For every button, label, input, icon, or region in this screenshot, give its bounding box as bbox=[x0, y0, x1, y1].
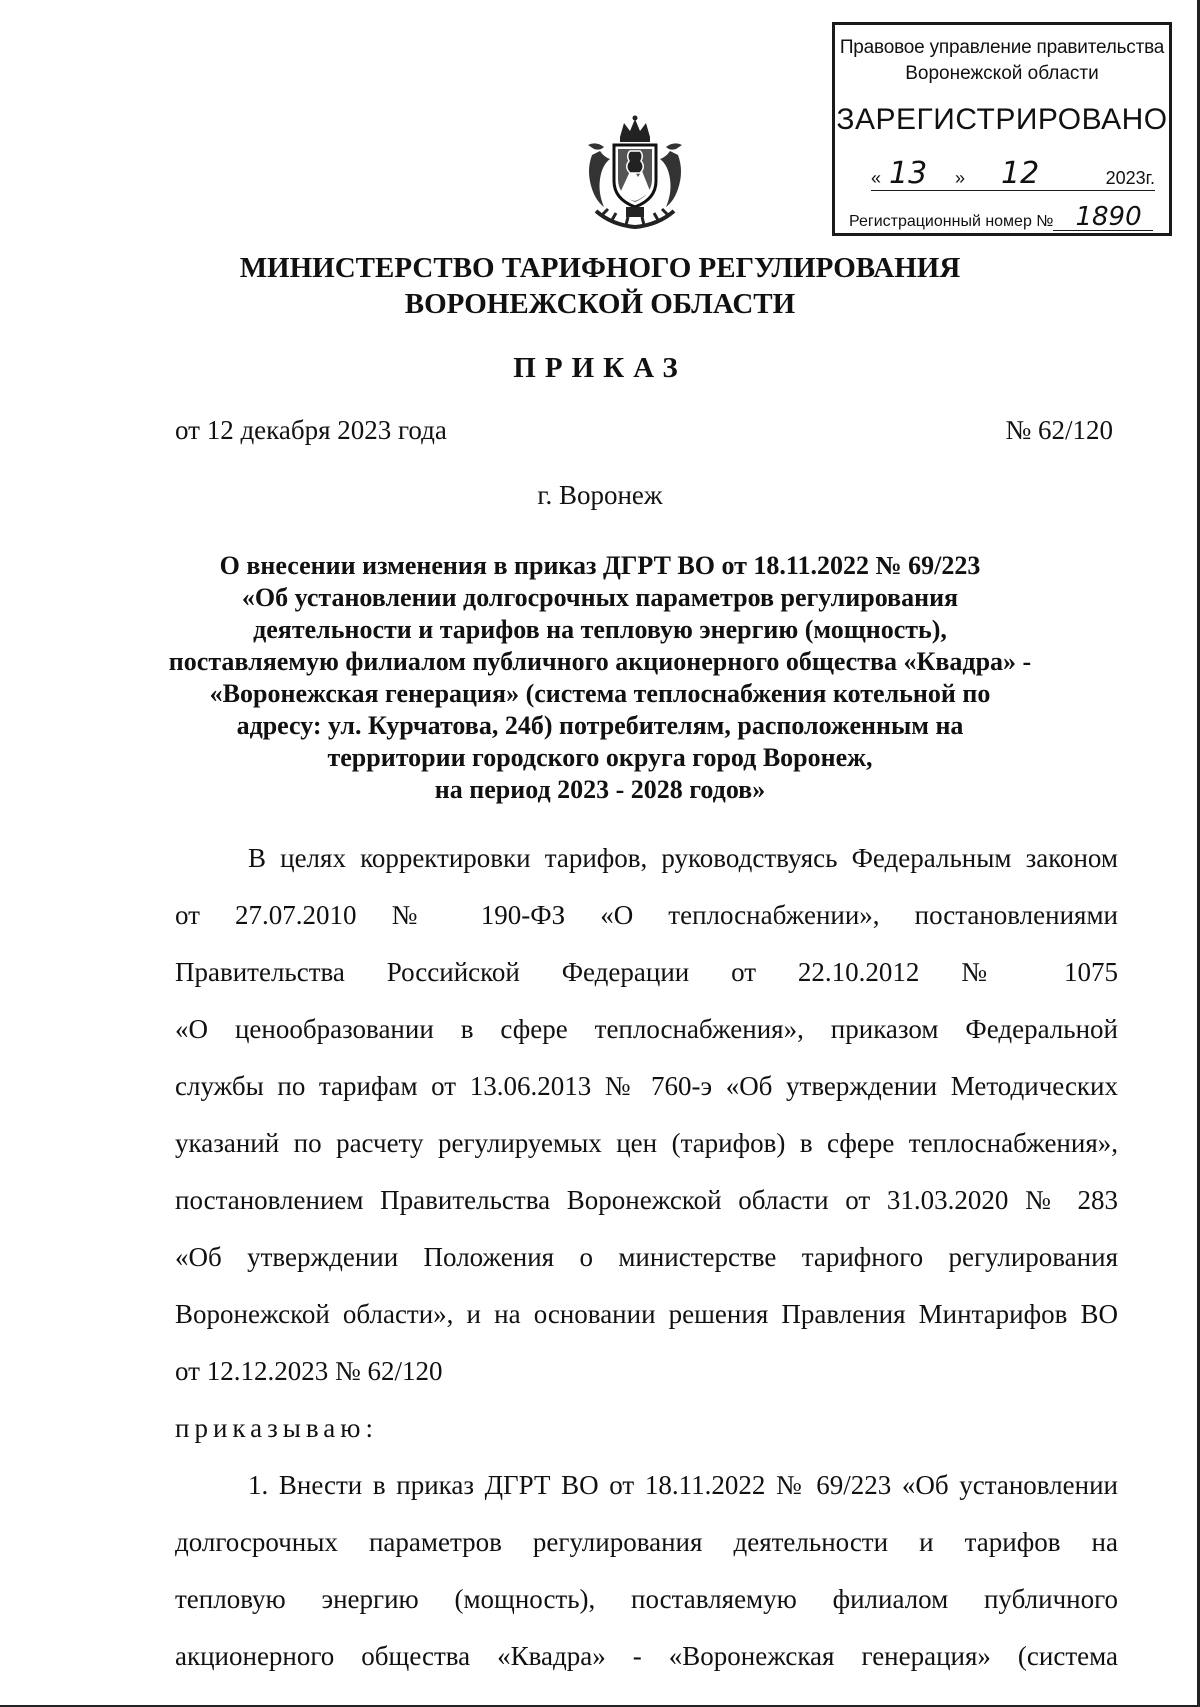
title-line: деятельности и тарифов на тепловую энергию (мощность), bbox=[253, 615, 947, 644]
stamp-reg-number: 1890 bbox=[1075, 202, 1142, 232]
stamp-authority-line1: Правовое управление правительства bbox=[839, 37, 1165, 58]
title-line: «Воронежская генерация» (система теплоснабжения котельной по bbox=[209, 679, 991, 708]
stamp-date bbox=[871, 156, 1155, 195]
document-type: ПРИКАЗ bbox=[513, 352, 687, 384]
preamble-line: В целях корректировки тарифов, руководствуясь Федеральным законом bbox=[248, 843, 1118, 873]
stamp-close-quote: » bbox=[955, 168, 966, 188]
item1-line: 1. Внести в приказ ДГРТ ВО от 18.11.2022 № 69/223 «Об установлении bbox=[248, 1470, 1118, 1500]
stamp-reg-label: Регистрационный номер № bbox=[849, 213, 1054, 230]
order-title bbox=[150, 550, 1050, 806]
registration-stamp bbox=[832, 22, 1172, 236]
preamble-line: указаний по расчету регулируемых цен (тарифов) в сфере теплоснабжения», bbox=[175, 1128, 1118, 1158]
ministry-name-line1: МИНИСТЕРСТВО ТАРИФНОГО РЕГУЛИРОВАНИЯ bbox=[239, 252, 961, 284]
preamble-line: «Об утверждении Положения о министерстве тарифного регулирования bbox=[175, 1242, 1118, 1272]
coat-of-arms-icon bbox=[582, 115, 688, 231]
order-verb: приказываю: bbox=[175, 1413, 378, 1443]
title-line: поставляемую филиалом публичного акционерного общества «Квадра» - bbox=[168, 647, 1032, 676]
preamble-line: Воронежской области», и на основании решения Правления Минтарифов ВО bbox=[175, 1299, 1118, 1329]
preamble-line: постановлением Правительства Воронежской области от 31.03.2020 № 283 bbox=[175, 1185, 1118, 1215]
preamble-line: службы по тарифам от 13.06.2013 № 760-э «Об утверждении Методических bbox=[175, 1071, 1118, 1101]
item1-line: тепловую энергию (мощность), поставляемую филиалом публичного bbox=[175, 1584, 1118, 1614]
ministry-name-line2: ВОРОНЕЖСКОЙ ОБЛАСТИ bbox=[404, 288, 796, 320]
stamp-registration bbox=[849, 202, 1157, 232]
stamp-day: 13 bbox=[889, 156, 928, 191]
stamp-year: 2023г. bbox=[1105, 168, 1155, 188]
preamble-line: от 12.12.2023 № 62/120 bbox=[175, 1356, 443, 1386]
stamp-status: ЗАРЕГИСТРИРОВАНО bbox=[836, 103, 1168, 136]
stamp-month: 12 bbox=[1001, 156, 1040, 191]
order-number: № 62/120 bbox=[1005, 415, 1113, 445]
title-line: адресу: ул. Курчатова, 24б) потребителям, расположенным на bbox=[236, 711, 964, 740]
order-date: от 12 декабря 2023 года bbox=[175, 415, 447, 445]
preamble-line: «О ценообразовании в сфере теплоснабжения», приказом Федеральной bbox=[175, 1014, 1118, 1044]
title-line: «Об установлении долгосрочных параметров регулирования bbox=[241, 583, 959, 612]
item1-line: акционерного общества «Квадра» - «Воронежская генерация» (система bbox=[175, 1641, 1118, 1671]
preamble-line: от 27.07.2010 № 190-ФЗ «О теплоснабжении», постановлениями bbox=[175, 900, 1118, 930]
order-city: г. Воронеж bbox=[537, 480, 663, 510]
stamp-open-quote: « bbox=[871, 168, 882, 188]
stamp-reg-line bbox=[1053, 202, 1153, 232]
title-line: на период 2023 - 2028 годов» bbox=[434, 775, 766, 804]
preamble-paragraph bbox=[175, 830, 1118, 1685]
preamble-line: Правительства Российской Федерации от 22.10.2012 № 1075 bbox=[175, 957, 1118, 987]
stamp-authority-line2: Воронежской области bbox=[905, 63, 1099, 84]
title-line: территории городского округа город Воронеж, bbox=[327, 743, 873, 772]
item1-line: долгосрочных параметров регулирования деятельности и тарифов на bbox=[175, 1527, 1118, 1557]
title-line: О внесении изменения в приказ ДГРТ ВО от 18.11.2022 № 69/223 bbox=[219, 551, 981, 580]
ministry-name bbox=[0, 250, 1200, 322]
